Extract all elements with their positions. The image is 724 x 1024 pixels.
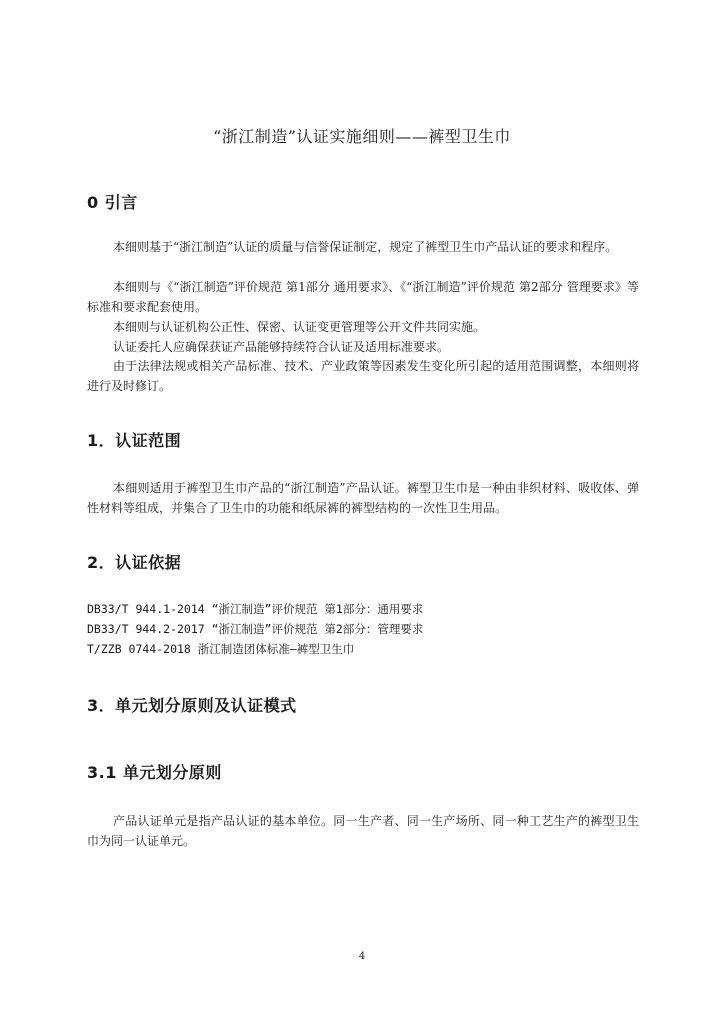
unit-principle-paragraph: 产品认证单元是指产品认证的基本单位。同一生产者、同一生产场所、同一种工艺生产的裤型卫生巾为同一认证单元。	[87, 814, 639, 848]
intro-paragraph-3: 本细则与认证机构公正性、保密、认证变更管理等公开文件共同实施。	[113, 320, 486, 334]
scope-paragraph: 本细则适用于裤型卫生巾产品的“浙江制造”产品认证。裤型卫生巾是一种由非织材料、吸收体、弹性材料等组成，并集合了卫生巾的功能和纸尿裤的裤型结构的一次性卫生用品。	[87, 481, 639, 515]
section-heading-basis: 2．认证依据	[87, 553, 182, 572]
section-heading-intro: 0 引言	[87, 193, 138, 212]
page-number: 4	[358, 951, 366, 962]
intro-paragraph-2: 本细则与《“浙江制造”评价规范 第1部分 通用要求》、《“浙江制造”评价规范 第2部分 管理要求》等标准和要求配套使用。	[87, 280, 639, 314]
intro-paragraph-4: 认证委托人应确保获证产品能够持续符合认证及适用标准要求。	[113, 340, 450, 354]
reference-item: DB33/T 944.1-2014 “浙江制造”评价规范 第1部分：通用要求	[87, 602, 424, 616]
intro-paragraph-1: 本细则基于“浙江制造”认证的质量与信誉保证制定，规定了裤型卫生巾产品认证的要求和程序。	[113, 240, 618, 254]
intro-paragraph-5: 由于法律法规或相关产品标准、技术、产业政策等因素发生变化所引起的适用范围调整，本细则将进行及时修订。	[87, 359, 639, 393]
reference-item: T/ZZB 0744-2018 浙江制造团体标准—裤型卫生巾	[87, 642, 355, 656]
reference-item: DB33/T 944.2-2017 “浙江制造”评价规范 第2部分：管理要求	[87, 622, 424, 636]
section-heading-scope: 1．认证范围	[87, 431, 182, 450]
section-heading-units: 3．单元划分原则及认证模式	[87, 696, 297, 715]
document-title: “浙江制造”认证实施细则——裤型卫生巾	[213, 127, 511, 146]
section-heading-unit-principle: 3.1 单元划分原则	[87, 763, 222, 782]
